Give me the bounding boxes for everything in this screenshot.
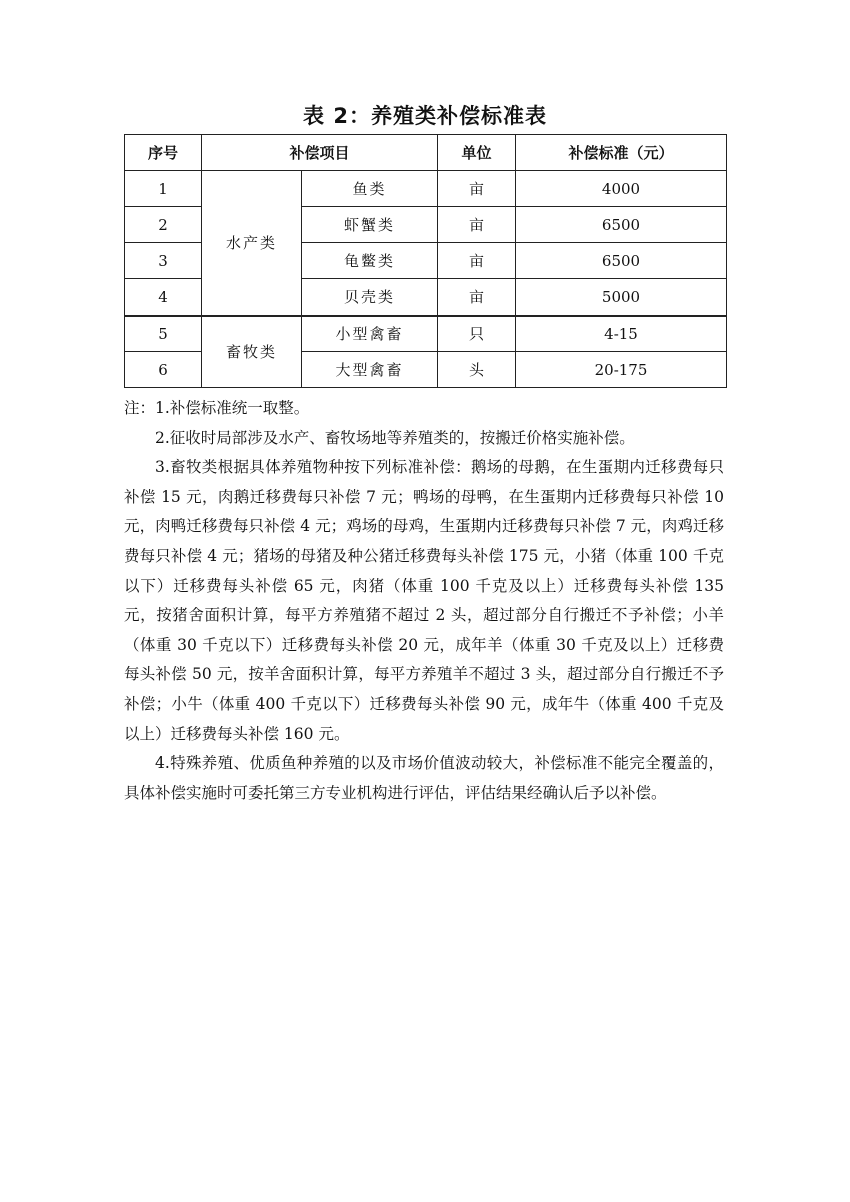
note-3: 3.畜牧类根据具体养殖物种按下列标准补偿：鹅场的母鹅，在生蛋期内迁移费每只补偿 15 元，肉鹅迁移费每只补偿 7 元；鸭场的母鸭，在生蛋期内迁移费每只补偿 10 元，肉鸭迁移费每只补偿 4 元；鸡场的母鸡，生蛋期内迁移费每只补偿 7 元，肉鸡迁移费每只补偿 4 元；猪场的母猪及种公猪迁移费每头补偿 175 元，小猪（体重 100 千克以下）迁移费每头补偿 65 元，肉猪（体重 100 千克及以上）迁移费每头补偿 135 元，按猪舍面积计算，每平方养殖猪不超过 2 头，超过部分自行搬迁不予补偿；小羊（体重 30 千克以下）迁移费每头补偿 20 元，成年羊（体重 30 千克及以上）迁移费每头补偿 50 元，按羊舍面积计算，每平方养殖羊不超过 3 头，超过部分自行搬迁不予补偿；小牛（体重 400 千克以下）迁移费每头补偿 90 元，成年牛（体重 400 千克及以上）迁移费每头补偿 160 元。 (124, 458, 724, 743)
row-number: 3 (125, 243, 202, 279)
row-number: 2 (125, 207, 202, 243)
row-number: 5 (125, 316, 202, 352)
table-header-row (125, 135, 727, 171)
row-item: 贝壳类 (302, 279, 438, 316)
note-4: 4.特殊养殖、优质鱼种养殖的以及市场价值波动较大，补偿标准不能完全覆盖的，具体补偿实施时可委托第三方专业机构进行评估，评估结果经确认后予以补偿。 (124, 754, 724, 802)
row-number: 4 (125, 279, 202, 316)
row-unit: 亩 (438, 243, 516, 279)
row-standard: 6500 (516, 243, 727, 279)
table-row (125, 316, 727, 352)
group-livestock: 畜牧类 (202, 316, 302, 388)
row-item: 小型禽畜 (302, 316, 438, 352)
row-standard: 4000 (516, 171, 727, 207)
row-unit: 亩 (438, 171, 516, 207)
row-unit: 亩 (438, 207, 516, 243)
table-title: 表 2：养殖类补偿标准表 (303, 104, 547, 128)
row-standard: 4-15 (516, 316, 727, 352)
table-row (125, 171, 727, 207)
compensation-table (124, 134, 727, 388)
header-number: 序号 (125, 135, 202, 171)
row-item: 鱼类 (302, 171, 438, 207)
header-item: 补偿项目 (202, 135, 438, 171)
header-unit: 单位 (438, 135, 516, 171)
row-item: 龟鳖类 (302, 243, 438, 279)
row-unit: 头 (438, 352, 516, 388)
header-standard: 补偿标准（元） (516, 135, 727, 171)
row-number: 6 (125, 352, 202, 388)
row-item: 大型禽畜 (302, 352, 438, 388)
row-unit: 只 (438, 316, 516, 352)
notes-section (124, 394, 724, 808)
row-standard: 6500 (516, 207, 727, 243)
row-unit: 亩 (438, 279, 516, 316)
group-aquatic: 水产类 (202, 171, 302, 316)
row-standard: 5000 (516, 279, 727, 316)
row-standard: 20-175 (516, 352, 727, 388)
row-number: 1 (125, 171, 202, 207)
note-2: 2.征收时局部涉及水产、畜牧场地等养殖类的，按搬迁价格实施补偿。 (155, 428, 635, 447)
row-item: 虾蟹类 (302, 207, 438, 243)
note-1: 注：1.补偿标准统一取整。 (124, 399, 310, 417)
